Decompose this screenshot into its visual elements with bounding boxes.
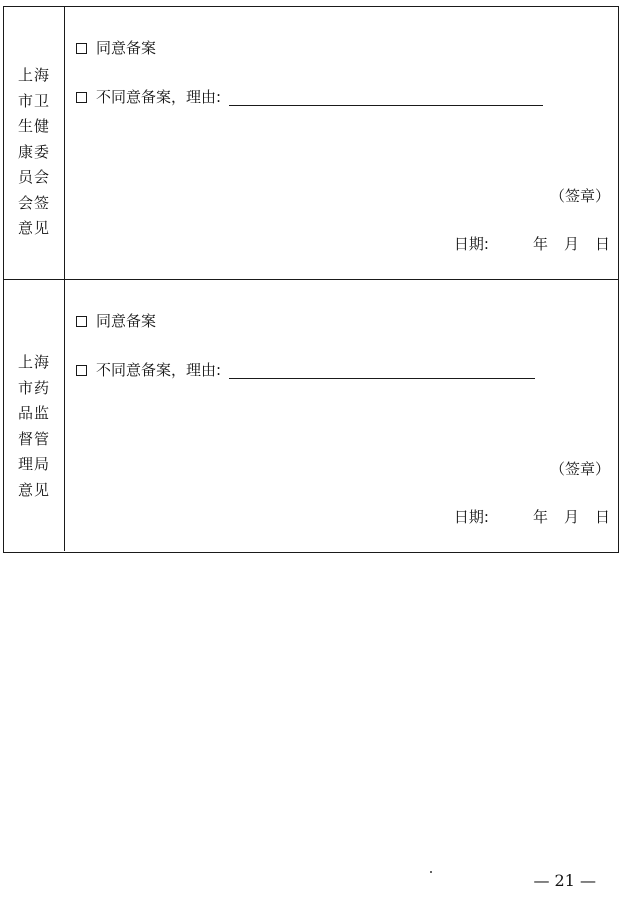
seal-label: （签章）	[549, 187, 610, 205]
date-day-label: 日	[594, 508, 610, 526]
section-label: 上海市药品监督管理局意见	[18, 353, 51, 499]
agree-checkbox[interactable]	[76, 316, 87, 327]
agree-label: 同意备案	[96, 39, 157, 57]
approval-form-table	[3, 6, 619, 553]
scan-dot-mark	[430, 871, 432, 873]
section-label: 上海市卫生健康委员会会签意见	[18, 66, 51, 237]
date-year-label: 年	[532, 235, 548, 253]
disagree-option[interactable]	[76, 88, 543, 106]
date-month-label: 月	[563, 508, 579, 526]
agree-option[interactable]	[76, 312, 156, 330]
reason-underline-field[interactable]	[229, 378, 535, 379]
disagree-checkbox[interactable]	[76, 92, 87, 103]
date-month-label: 月	[563, 235, 579, 253]
disagree-option[interactable]	[76, 361, 535, 379]
disagree-label: 不同意备案，理由:	[96, 88, 222, 106]
section-content-cell	[65, 280, 618, 551]
drug-administration-section	[4, 280, 618, 551]
section-label-cell	[4, 7, 65, 279]
agree-option[interactable]	[76, 39, 156, 57]
disagree-checkbox[interactable]	[76, 365, 87, 376]
date-label: 日期:	[453, 508, 489, 526]
disagree-label: 不同意备案，理由:	[96, 361, 222, 379]
reason-underline-field[interactable]	[229, 105, 543, 106]
date-label: 日期:	[453, 235, 489, 253]
section-label-cell	[4, 280, 65, 551]
page-number: — 21 —	[533, 871, 596, 890]
agree-checkbox[interactable]	[76, 43, 87, 54]
section-content-cell	[65, 7, 618, 279]
date-year-label: 年	[532, 508, 548, 526]
date-row	[454, 235, 610, 253]
health-commission-section	[4, 7, 618, 280]
date-row	[454, 508, 610, 526]
date-day-label: 日	[594, 235, 610, 253]
seal-label: （签章）	[549, 460, 610, 478]
agree-label: 同意备案	[96, 312, 157, 330]
